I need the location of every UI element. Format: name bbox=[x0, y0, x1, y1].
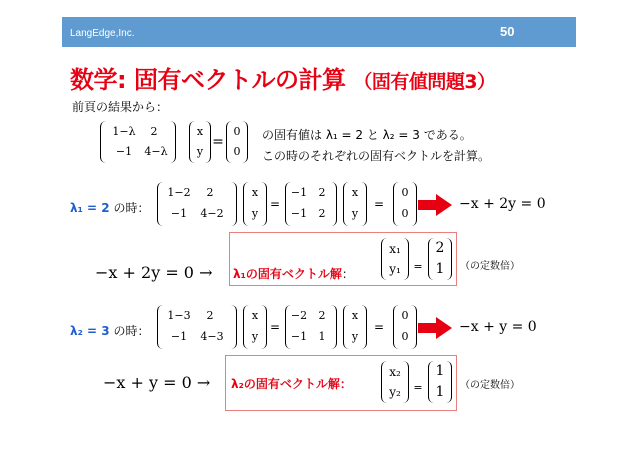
case1-a22: 4−2 bbox=[200, 207, 224, 220]
case2-label-row bbox=[70, 322, 149, 339]
case2-v1: x bbox=[251, 309, 259, 322]
case2-result: −x + y = 0 bbox=[459, 319, 537, 335]
intro-text: 前頁の結果から： bbox=[72, 100, 169, 114]
case2-eq1: = bbox=[269, 320, 281, 334]
case1-v1b: x bbox=[351, 186, 359, 199]
case2-multiple-note: （の定数倍） bbox=[460, 380, 520, 391]
char-z1: 0 bbox=[233, 125, 241, 138]
case2-tail: の時： bbox=[113, 324, 150, 338]
company-name: LangEdge,Inc. bbox=[70, 28, 135, 39]
case1-eq1: = bbox=[269, 197, 281, 211]
char-v2: y bbox=[196, 145, 204, 158]
case1-ans2: 1 bbox=[435, 261, 445, 277]
case1-eq2: = bbox=[373, 197, 385, 211]
case1-a21: −1 bbox=[170, 207, 188, 220]
case2-vec-label: λ₂の固有ベクトル解： bbox=[231, 377, 352, 391]
case2-vx: x₂ bbox=[389, 365, 401, 379]
eigenvalue-note: の固有値は λ₁ = 2 と λ₂ = 3 である。 bbox=[262, 128, 472, 142]
case1-a12: 2 bbox=[206, 186, 214, 199]
case1-result: −x + 2y = 0 bbox=[459, 196, 546, 212]
case2-b11: −2 bbox=[290, 309, 308, 322]
case1-vy: y₁ bbox=[389, 262, 401, 276]
case1-vec-label: λ₁の固有ベクトル解 bbox=[233, 267, 342, 281]
case1-b21: −1 bbox=[290, 207, 308, 220]
case1-label-row bbox=[70, 199, 149, 216]
case1-b12: 2 bbox=[318, 186, 326, 199]
case1-vx: x₁ bbox=[389, 242, 401, 256]
case2-a12: 2 bbox=[206, 309, 214, 322]
case1-colon: ： bbox=[341, 267, 354, 281]
char-m12: 2 bbox=[150, 125, 158, 138]
case2-b12: 2 bbox=[318, 309, 326, 322]
case2-ans2: 1 bbox=[435, 384, 445, 400]
case2-a21: −1 bbox=[170, 330, 188, 343]
char-equals: = bbox=[212, 134, 224, 150]
char-m21: −1 bbox=[115, 145, 133, 158]
case1-z1: 0 bbox=[401, 186, 409, 199]
char-m11: 1−λ bbox=[112, 125, 136, 138]
case1-tail: の時： bbox=[113, 201, 150, 215]
page-title bbox=[70, 60, 496, 95]
case2-a22: 4−3 bbox=[200, 330, 224, 343]
case2-lambda: λ₂ = 3 bbox=[70, 324, 110, 338]
case1-eq-line: −x + 2y = 0 → bbox=[95, 263, 213, 282]
case2-a11: 1−3 bbox=[167, 309, 191, 322]
case1-lambda: λ₁ = 2 bbox=[70, 201, 110, 215]
case1-v2: y bbox=[251, 207, 259, 220]
case1-b22: 2 bbox=[318, 207, 326, 220]
case2-v2: y bbox=[251, 330, 259, 343]
case2-v2b: y bbox=[351, 330, 359, 343]
right-arrow-icon bbox=[418, 317, 454, 339]
char-z2: 0 bbox=[233, 145, 241, 158]
case2-eq-line: −x + y = 0 → bbox=[103, 373, 211, 392]
header-bar bbox=[62, 17, 576, 47]
case2-z1: 0 bbox=[401, 309, 409, 322]
char-v1: x bbox=[196, 125, 204, 138]
case1-v2b: y bbox=[351, 207, 359, 220]
case2-b21: −1 bbox=[290, 330, 308, 343]
case2-vec-label-row bbox=[231, 375, 352, 392]
case1-z2: 0 bbox=[401, 207, 409, 220]
case1-vec-label-row bbox=[233, 265, 354, 282]
case2-b22: 1 bbox=[318, 330, 326, 343]
case1-multiple-note: （の定数倍） bbox=[460, 261, 520, 272]
case1-b11: −1 bbox=[290, 186, 308, 199]
char-m22: 4−λ bbox=[144, 145, 168, 158]
case2-z2: 0 bbox=[401, 330, 409, 343]
title-main: 数学: 固有ベクトルの計算 bbox=[70, 66, 346, 94]
case2-v1b: x bbox=[351, 309, 359, 322]
case1-v1: x bbox=[251, 186, 259, 199]
case1-a11: 1−2 bbox=[167, 186, 191, 199]
case1-ans1: 2 bbox=[435, 240, 445, 256]
case2-vy: y₂ bbox=[389, 385, 401, 399]
case2-ans1: 1 bbox=[435, 363, 445, 379]
right-arrow-icon bbox=[418, 194, 454, 216]
page-number: 50 bbox=[500, 24, 515, 39]
compute-note: この時のそれぞれの固有ベクトルを計算。 bbox=[262, 149, 491, 163]
case2-eq2: = bbox=[373, 320, 385, 334]
case2-sol-eq: = bbox=[413, 381, 423, 394]
case1-sol-eq: = bbox=[413, 260, 423, 273]
title-sub: （固有値問題3） bbox=[353, 71, 496, 93]
